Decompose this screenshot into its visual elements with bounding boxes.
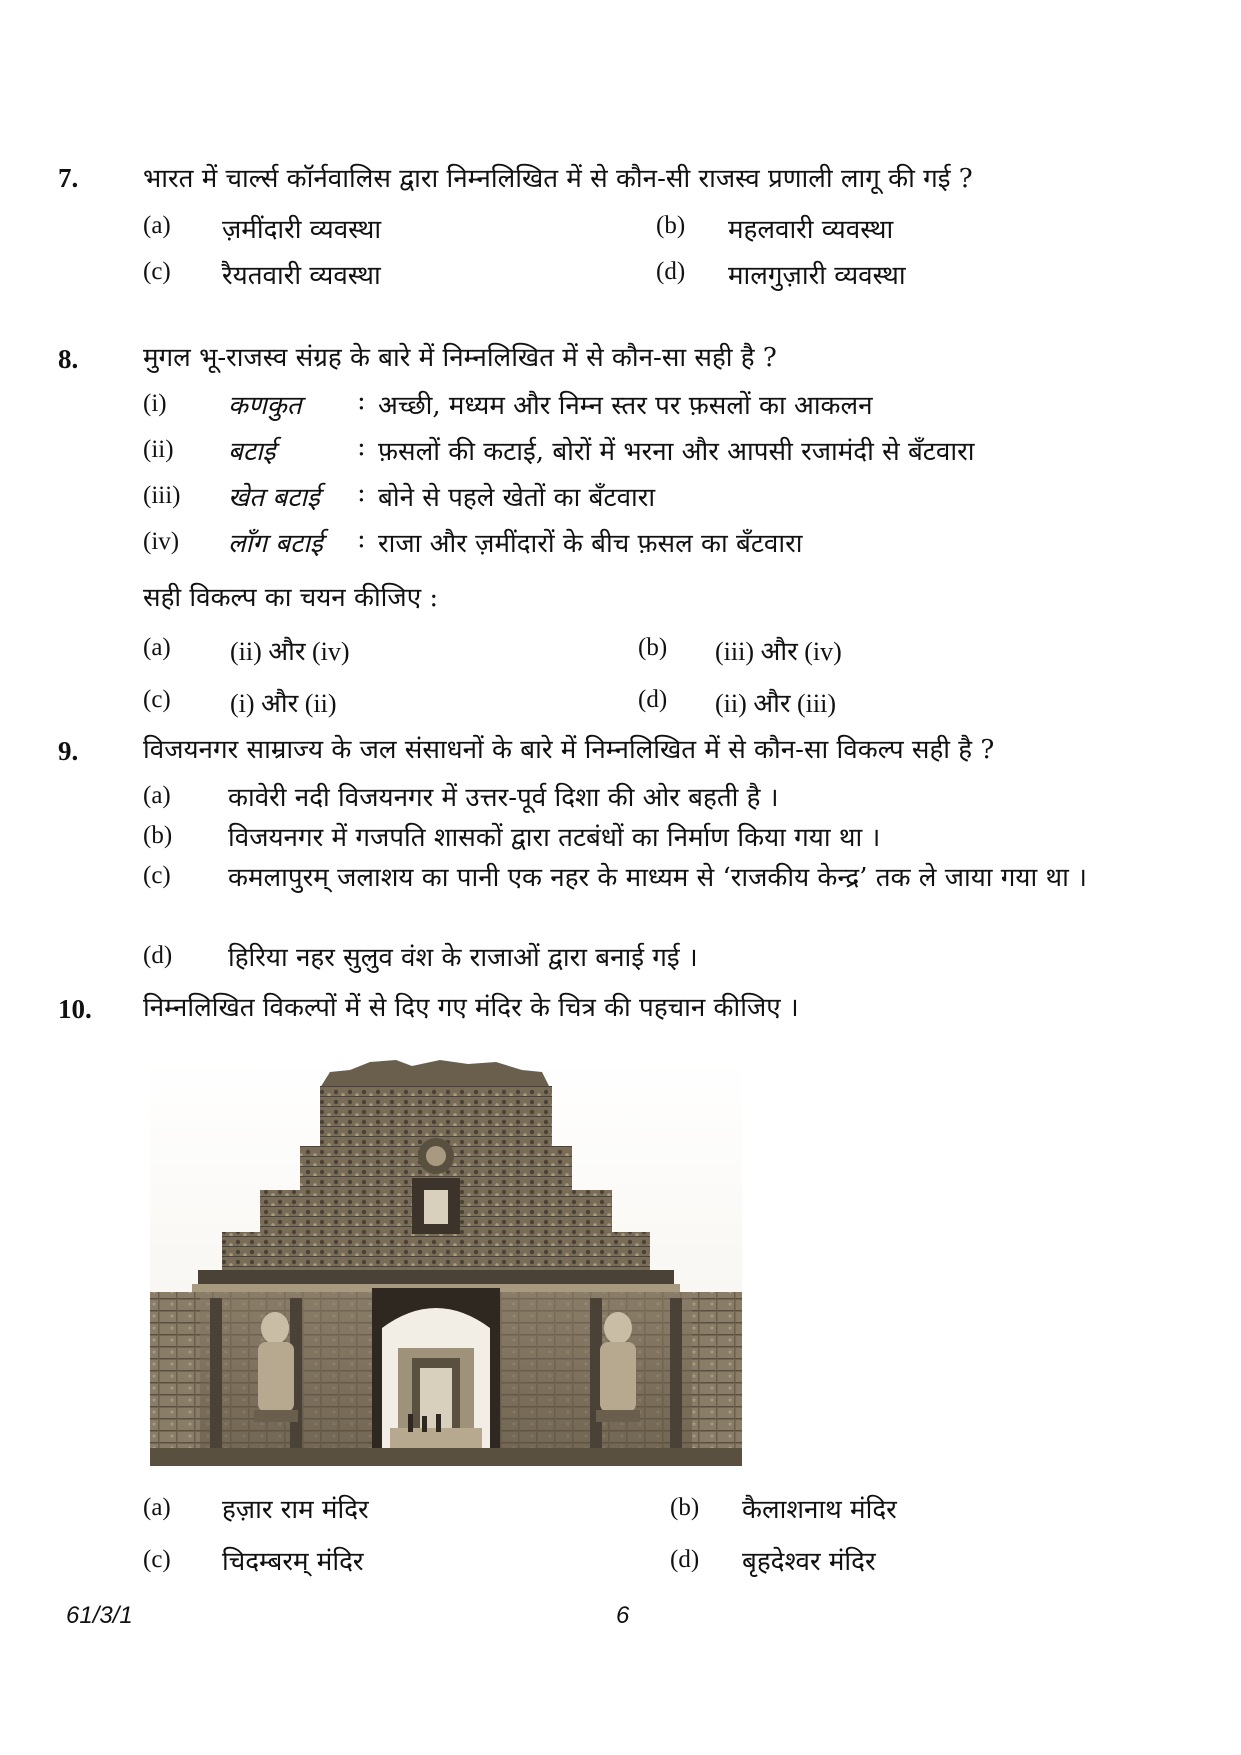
q9-option-c-label: (c) bbox=[143, 862, 171, 889]
q8-instruction: सही विकल्प का चयन कीजिए : bbox=[143, 583, 439, 613]
q8-option-d-text: (ii) और (iii) bbox=[715, 689, 836, 718]
q8-item-i-desc: अच्छी, मध्यम और निम्न स्तर पर फ़सलों का आकलन bbox=[378, 391, 873, 421]
q9-option-c-text: कमलापुरम् जलाशय का पानी एक नहर के माध्यम से ‘राजकीय केन्द्र’ तक ले जाया गया था । bbox=[228, 863, 1087, 893]
q8-option-a-text: (ii) और (iv) bbox=[230, 637, 350, 666]
q8-option-d-label: (d) bbox=[638, 686, 668, 713]
question-9-number: 9. bbox=[58, 736, 79, 766]
temple-photo bbox=[150, 1058, 742, 1466]
q7-option-a-text: ज़मींदारी व्यवस्था bbox=[222, 215, 382, 245]
q10-option-d-label: (d) bbox=[670, 1546, 700, 1573]
q9-option-d-label: (d) bbox=[143, 942, 173, 969]
q8-item-ii-label: (ii) bbox=[143, 436, 174, 463]
q7-option-d-label: (d) bbox=[656, 258, 686, 285]
question-10-text: निम्नलिखित विकल्पों में से दिए गए मंदिर के चित्र की पहचान कीजिए । bbox=[143, 993, 799, 1023]
question-8-text: मुगल भू-राजस्व संग्रह के बारे में निम्नलिखित में से कौन-सा सही है ? bbox=[143, 343, 777, 373]
q9-option-d-text: हिरिया नहर सुलुव वंश के राजाओं द्वारा बनाई गई । bbox=[228, 943, 698, 973]
q9-option-a-text: कावेरी नदी विजयनगर में उत्तर-पूर्व दिशा की ओर बहती है । bbox=[228, 783, 779, 813]
paper-code: 61/3/1 bbox=[66, 1602, 133, 1629]
q8-option-c-text: (i) और (ii) bbox=[230, 689, 337, 718]
q8-item-ii-colon: : bbox=[357, 432, 366, 462]
q8-option-a-label: (a) bbox=[143, 634, 171, 661]
q8-item-ii-desc: फ़सलों की कटाई, बोरों में भरना और आपसी रजामंदी से बँटवारा bbox=[378, 437, 975, 467]
q8-item-iii-label: (iii) bbox=[143, 482, 181, 509]
q7-option-b-label: (b) bbox=[656, 212, 686, 239]
q7-option-b-text: महलवारी व्यवस्था bbox=[728, 215, 894, 245]
q8-item-iv-label: (iv) bbox=[143, 528, 180, 555]
q7-option-a-label: (a) bbox=[143, 212, 171, 239]
q8-item-iv-colon: : bbox=[357, 524, 366, 554]
question-7-number: 7. bbox=[58, 163, 79, 193]
q10-option-b-label: (b) bbox=[670, 1494, 700, 1521]
question-10-number: 10. bbox=[58, 994, 92, 1024]
q8-option-b-text: (iii) और (iv) bbox=[715, 637, 842, 666]
q8-item-i-term: कणकुत bbox=[228, 391, 302, 421]
q10-option-d-text: बृहदेश्वर मंदिर bbox=[742, 1547, 876, 1577]
q8-item-ii-term: बटाई bbox=[228, 437, 276, 467]
q10-option-a-label: (a) bbox=[143, 1494, 171, 1521]
question-8-number: 8. bbox=[58, 344, 79, 374]
q9-option-b-text: विजयनगर में गजपति शासकों द्वारा तटबंधों का निर्माण किया गया था । bbox=[228, 823, 881, 853]
q10-option-c-label: (c) bbox=[143, 1546, 171, 1573]
q7-option-c-label: (c) bbox=[143, 258, 171, 285]
q8-option-c-label: (c) bbox=[143, 686, 171, 713]
q7-option-d-text: मालगुज़ारी व्यवस्था bbox=[728, 261, 906, 291]
q10-option-b-text: कैलाशनाथ मंदिर bbox=[742, 1495, 897, 1525]
q8-option-b-label: (b) bbox=[638, 634, 668, 661]
q8-item-iii-colon: : bbox=[357, 478, 366, 508]
q8-item-iii-desc: बोने से पहले खेतों का बँटवारा bbox=[378, 483, 656, 513]
question-9-text: विजयनगर साम्राज्य के जल संसाधनों के बारे में निम्नलिखित में से कौन-सा विकल्प सही है ? bbox=[143, 735, 995, 765]
q8-item-iv-desc: राजा और ज़मींदारों के बीच फ़सल का बँटवारा bbox=[378, 529, 803, 559]
q10-option-c-text: चिदम्बरम् मंदिर bbox=[222, 1547, 364, 1577]
q9-option-a-label: (a) bbox=[143, 782, 171, 809]
question-7-text: भारत में चार्ल्स कॉर्नवालिस द्वारा निम्नलिखित में से कौन-सी राजस्व प्रणाली लागू की गई ? bbox=[143, 164, 973, 194]
q8-item-iv-term: लाँग बटाई bbox=[228, 529, 323, 559]
q8-item-i-colon: : bbox=[357, 386, 366, 416]
q8-item-iii-term: खेत बटाई bbox=[228, 483, 320, 513]
page-number: 6 bbox=[616, 1602, 630, 1629]
q7-option-c-text: रैयतवारी व्यवस्था bbox=[222, 261, 381, 291]
q10-option-a-text: हज़ार राम मंदिर bbox=[222, 1495, 369, 1525]
q8-item-i-label: (i) bbox=[143, 390, 167, 417]
q9-option-b-label: (b) bbox=[143, 822, 173, 849]
